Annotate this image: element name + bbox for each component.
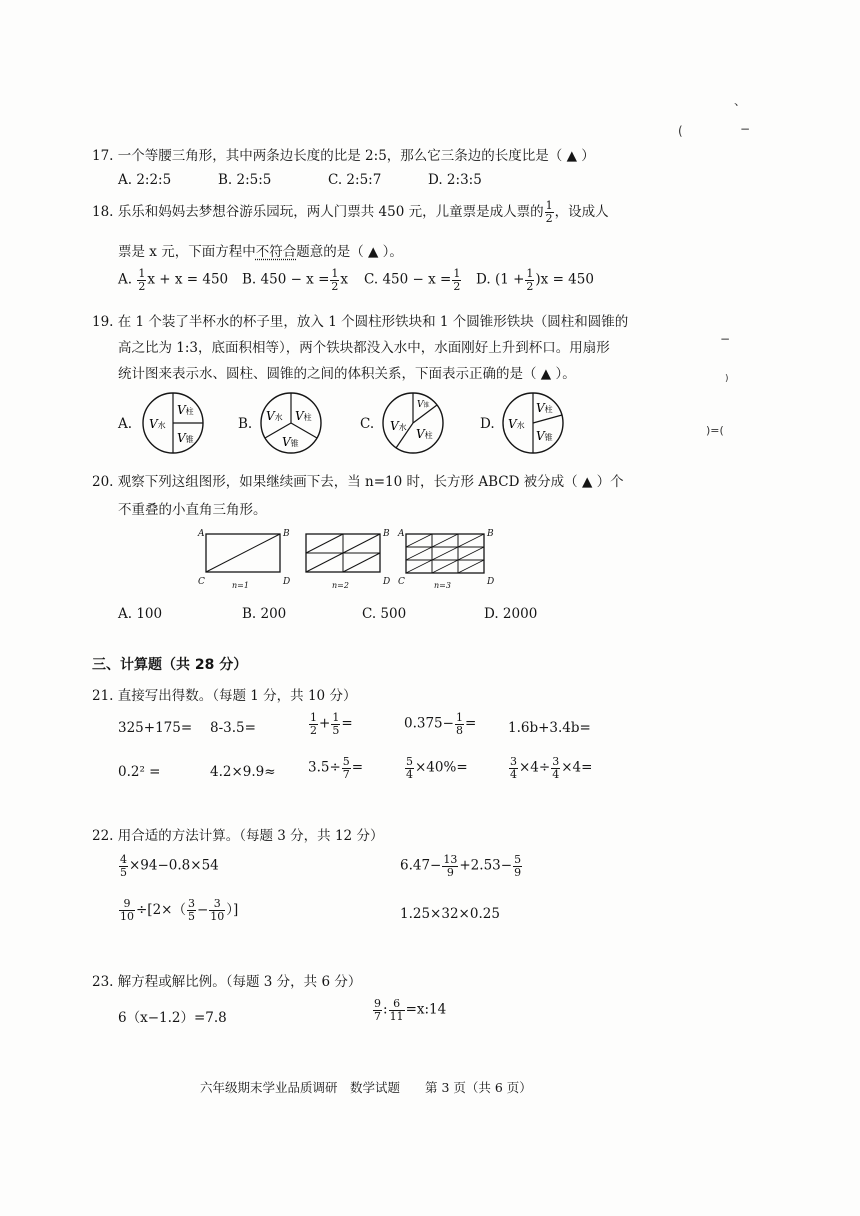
q22-expr-4: 1.25×32×0.25: [400, 906, 500, 922]
q20-option-c: C. 500: [362, 606, 407, 622]
svg-text:V锥: V锥: [536, 429, 553, 443]
q20-line2: 不重叠的小直角三角形。: [118, 502, 267, 518]
svg-text:C: C: [198, 577, 205, 587]
q21-item-10: $\frac{3}{4}$ ×4÷ $\frac{3}{4}$ ×4=: [510, 755, 593, 781]
svg-text:D: D: [487, 577, 495, 587]
q20-option-d: D. 2000: [484, 606, 538, 622]
q20-option-b: B. 200: [242, 606, 287, 622]
section3-title: 三、计算题（共 28 分）: [92, 657, 248, 673]
q19-option-c-label: C.: [360, 416, 375, 432]
q21-item-5: 1.6b+3.4b=: [508, 720, 591, 736]
q21-item-3: $\frac{1}{2}$ + $\frac{1}{5}$ =: [310, 711, 353, 737]
q21-item-9: $\frac{5}{4}$ ×40%=: [406, 755, 468, 781]
q20-figures: [192, 524, 502, 598]
margin-mark: (: [678, 124, 683, 138]
q17-option-a: A. 2:2:5: [118, 172, 172, 188]
q20-option-a: A. 100: [118, 606, 163, 622]
q18-option-b: B. 450 − x = $\frac{1}{2}$ x: [242, 267, 349, 293]
svg-text:B: B: [283, 529, 290, 539]
margin-mark: −: [740, 122, 751, 136]
svg-text:C: C: [398, 577, 405, 587]
q22-stem: 22. 用合适的方法计算。（每题 3 分，共 12 分）: [92, 828, 384, 844]
q21-item-7: 4.2×9.9≈: [210, 764, 276, 780]
q17-option-c: C. 2:5:7: [328, 172, 382, 188]
margin-mark: ): [725, 374, 729, 384]
svg-text:B: B: [383, 529, 390, 539]
svg-text:V柱: V柱: [536, 401, 553, 415]
margin-mark: −: [720, 332, 731, 346]
svg-text:V锥: V锥: [417, 400, 430, 410]
svg-text:V柱: V柱: [416, 427, 433, 441]
q22-expr-1: $\frac{4}{5}$ ×94−0.8×54: [120, 853, 219, 879]
svg-text:n=3: n=3: [434, 581, 451, 590]
q18-option-c: C. 450 − x = $\frac{1}{2}$: [364, 267, 461, 293]
margin-mark: 、: [734, 94, 747, 108]
q18-line1: 18. 乐乐和妈妈去梦想谷游乐园玩，两人门票共 450 元，儿童票是成人票的 $\frac{1}{2}$ ，设成人: [92, 199, 609, 225]
svg-text:A: A: [398, 529, 405, 539]
q19-pie-b: [258, 390, 324, 456]
q19-pie-d: [500, 390, 566, 456]
q18-option-a: A. $\frac{1}{2}$ x + x = 450: [118, 267, 229, 293]
svg-text:n=2: n=2: [332, 581, 349, 590]
svg-text:A: A: [198, 529, 205, 539]
q17-stem: 17. 一个等腰三角形，其中两条边长度的比是 2:5，那么它三条边的长度比是（ ▲ ）: [92, 148, 595, 164]
q19-pie-c: [380, 390, 446, 456]
q19-line2: 高之比为 1:3，底面积相等），两个铁块都没入水中，水面刚好上升到杯口。用扇形: [118, 340, 610, 356]
q18-option-d: D. (1 + $\frac{1}{2}$ )x = 450: [476, 267, 594, 293]
svg-text:V柱: V柱: [177, 403, 194, 417]
q21-stem: 21. 直接写出得数。（每题 1 分，共 10 分）: [92, 688, 357, 704]
q21-item-1: 325+175=: [118, 720, 193, 736]
svg-text:V水: V水: [149, 417, 166, 431]
svg-text:D: D: [383, 577, 391, 587]
svg-text:D: D: [283, 577, 291, 587]
q19-line3: 统计图来表示水、圆柱、圆锥的之间的体积关系，下面表示正确的是（ ▲ ）。: [118, 366, 576, 382]
q19-line1: 19. 在 1 个装了半杯水的杯子里，放入 1 个圆柱形铁块和 1 个圆锥形铁块（圆柱和圆锥的: [92, 314, 629, 330]
q20-line1: 20. 观察下列这组图形，如果继续画下去，当 n=10 时，长方形 ABCD 被分成（ ▲ ）个: [92, 474, 624, 490]
q21-item-4: 0.375− $\frac{1}{8}$ =: [404, 711, 477, 737]
q23-expr-1: 6（x−1.2）=7.8: [118, 1010, 227, 1026]
margin-mark: )=(: [706, 424, 724, 437]
q17-option-b: B. 2:5:5: [218, 172, 272, 188]
svg-text:V锥: V锥: [282, 435, 299, 449]
svg-text:V柱: V柱: [295, 409, 312, 423]
svg-text:V水: V水: [508, 417, 525, 431]
q22-expr-3: $\frac{9}{10}$ ÷[2×（ $\frac{3}{5}$ − $\frac{3}{10}$ ）]: [120, 897, 239, 923]
svg-text:V水: V水: [266, 409, 283, 423]
q17-option-d: D. 2:3:5: [428, 172, 482, 188]
q23-stem: 23. 解方程或解比例。（每题 3 分，共 6 分）: [92, 974, 362, 990]
q19-option-b-label: B.: [238, 416, 253, 432]
q21-item-2: 8-3.5=: [210, 720, 256, 736]
q19-option-d-label: D.: [480, 416, 495, 432]
svg-text:B: B: [487, 529, 494, 539]
svg-text:V锥: V锥: [177, 431, 194, 445]
q21-item-8: 3.5÷ $\frac{5}{7}$ =: [308, 755, 364, 781]
q18-line2: 票是 x 元，下面方程中不符合题意的是（ ▲ ）。: [118, 244, 403, 260]
page-footer: 六年级期末学业品质调研 数学试题 第 3 页（共 6 页）: [200, 1080, 532, 1095]
svg-text:V水: V水: [390, 419, 407, 433]
q22-expr-2: 6.47− $\frac{13}{9}$ +2.53− $\frac{5}{9}$: [400, 853, 522, 879]
svg-text:n=1: n=1: [232, 581, 249, 590]
q19-option-a-label: A.: [118, 416, 133, 432]
q23-expr-2: $\frac{9}{7}$ : $\frac{6}{11}$ =x:14: [374, 997, 447, 1023]
q19-pie-a: [140, 390, 206, 456]
q21-item-6: 0.2² =: [118, 764, 161, 780]
